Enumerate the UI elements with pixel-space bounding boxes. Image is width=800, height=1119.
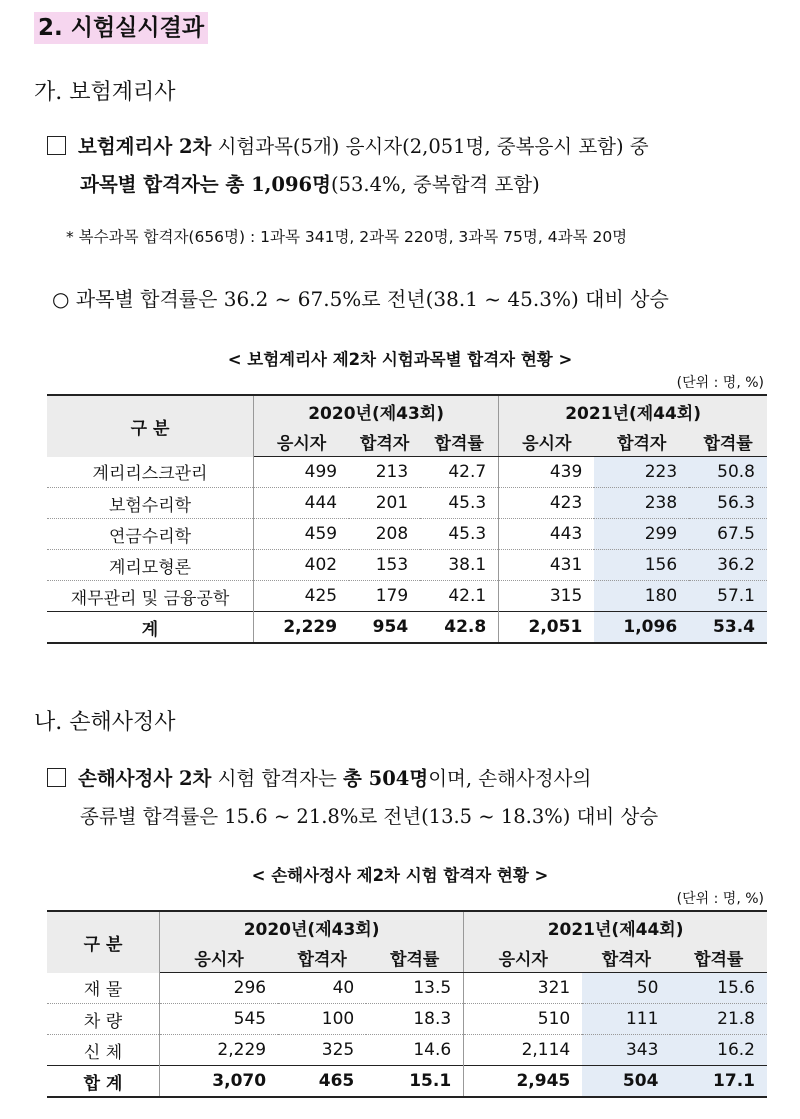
table-row	[47, 1035, 767, 1066]
table-cell: 3,070	[160, 1066, 279, 1098]
table-cell: 296	[160, 973, 279, 1004]
row-label: 계	[47, 612, 254, 644]
row-label: 보험수리학	[47, 488, 254, 519]
table-cell: 299	[594, 519, 689, 550]
table-cell: 2,229	[160, 1035, 279, 1066]
table-cell: 100	[278, 1004, 366, 1035]
table-row	[47, 457, 767, 488]
table-cell: 425	[254, 581, 350, 612]
table-cell: 402	[254, 550, 350, 581]
table-cell: 180	[594, 581, 689, 612]
table-cell: 38.1	[420, 550, 499, 581]
actuary-summary-rest: 시험과목(5개) 응시자(2,051명, 중복응시 포함) 중	[211, 135, 649, 158]
table-cell: 208	[349, 519, 420, 550]
actuary-results-table	[47, 394, 767, 644]
table1-unit: (단위 : 명, %)	[676, 375, 764, 391]
table-cell: 343	[582, 1035, 670, 1066]
table-cell: 179	[349, 581, 420, 612]
table-row	[47, 519, 767, 550]
table-cell: 315	[499, 581, 595, 612]
table-cell: 954	[349, 612, 420, 644]
table-cell: 238	[594, 488, 689, 519]
subsection-title-adjuster: 나. 손해사정사	[34, 710, 176, 735]
table1-col-header: 합격률	[420, 426, 499, 457]
table-cell: 2,229	[254, 612, 350, 644]
table2-unit: (단위 : 명, %)	[676, 891, 764, 907]
row-label: 차 량	[47, 1004, 160, 1035]
table-cell: 56.3	[689, 488, 767, 519]
table-cell: 50	[582, 973, 670, 1004]
table-total-row	[47, 1066, 767, 1098]
table2-col-header: 합격자	[582, 942, 670, 973]
table1-col-header: 합격자	[349, 426, 420, 457]
table1-col-header: 합격률	[689, 426, 767, 457]
table-cell: 201	[349, 488, 420, 519]
table-cell: 325	[278, 1035, 366, 1066]
actuary-multi-subject-note: * 복수과목 합격자(656명) : 1과목 341명, 2과목 220명, 3과목 75명, 4과목 20명	[66, 228, 628, 246]
adjuster-summary-rest: 이며, 손해사정사의	[428, 767, 592, 790]
table2-col-header: 합격률	[366, 942, 463, 973]
table2-year-2020-header: 2020년(제43회)	[160, 911, 464, 942]
adjuster-summary-line2: 종류별 합격률은 15.6 ~ 21.8%로 전년(13.5 ~ 18.3%) 대비 상승	[80, 805, 659, 828]
adjuster-summary-lead: 손해사정사 2차	[78, 767, 212, 790]
table-cell: 213	[349, 457, 420, 488]
table1-caption: < 보험계리사 제2차 시험과목별 합격자 현황 >	[227, 350, 573, 369]
table-cell: 57.1	[689, 581, 767, 612]
table1-col-header: 응시자	[254, 426, 350, 457]
table-cell: 510	[464, 1004, 583, 1035]
table-cell: 1,096	[594, 612, 689, 644]
row-label: 계리모형론	[47, 550, 254, 581]
table-cell: 15.6	[670, 973, 767, 1004]
table2-col-header: 응시자	[160, 942, 279, 973]
table-cell: 545	[160, 1004, 279, 1035]
table-cell: 465	[278, 1066, 366, 1098]
table-cell: 444	[254, 488, 350, 519]
table1-col-header: 합격자	[594, 426, 689, 457]
checkbox-square-icon	[47, 768, 66, 787]
table-row	[47, 1004, 767, 1035]
table-cell: 15.1	[366, 1066, 463, 1098]
table-cell: 111	[582, 1004, 670, 1035]
table-cell: 17.1	[670, 1066, 767, 1098]
row-label: 신 체	[47, 1035, 160, 1066]
table1-category-header: 구 분	[47, 395, 254, 457]
section-title: 2. 시험실시결과	[34, 12, 208, 44]
table-cell: 423	[499, 488, 595, 519]
table-total-row	[47, 612, 767, 644]
table1-year-2021-header: 2021년(제44회)	[499, 395, 767, 426]
table-cell: 42.7	[420, 457, 499, 488]
row-label: 계리리스크관리	[47, 457, 254, 488]
table-cell: 156	[594, 550, 689, 581]
table-cell: 42.8	[420, 612, 499, 644]
actuary-passers-total: 과목별 합격자는 총 1,096명	[80, 173, 331, 196]
table1-year-2020-header: 2020년(제43회)	[254, 395, 499, 426]
table-cell: 443	[499, 519, 595, 550]
row-label: 재무관리 및 금융공학	[47, 581, 254, 612]
actuary-passers-note: (53.4%, 중복합격 포함)	[330, 173, 540, 196]
checkbox-square-icon	[47, 136, 66, 155]
adjuster-summary-line1	[47, 760, 591, 798]
table-row	[47, 973, 767, 1004]
table2-caption: < 손해사정사 제2차 시험 합격자 현황 >	[251, 866, 549, 885]
table-cell: 42.1	[420, 581, 499, 612]
actuary-summary-line2	[80, 166, 540, 204]
table-cell: 2,114	[464, 1035, 583, 1066]
table-cell: 2,945	[464, 1066, 583, 1098]
actuary-pass-rate-summary: ○ 과목별 합격률은 36.2 ~ 67.5%로 전년(38.1 ~ 45.3%) 대비 상승	[52, 287, 669, 311]
row-label: 재 물	[47, 973, 160, 1004]
actuary-summary-lead: 보험계리사 2차	[78, 135, 212, 158]
adjuster-passers-total: 총 504명	[343, 767, 429, 790]
actuary-summary-line1	[47, 128, 649, 166]
row-label: 연금수리학	[47, 519, 254, 550]
table-cell: 36.2	[689, 550, 767, 581]
table2-category-header: 구 분	[47, 911, 160, 973]
table-cell: 499	[254, 457, 350, 488]
table-cell: 13.5	[366, 973, 463, 1004]
row-label: 합 계	[47, 1066, 160, 1098]
table-cell: 45.3	[420, 488, 499, 519]
table-cell: 67.5	[689, 519, 767, 550]
table-cell: 459	[254, 519, 350, 550]
table-row	[47, 581, 767, 612]
table-cell: 321	[464, 973, 583, 1004]
table-cell: 14.6	[366, 1035, 463, 1066]
adjuster-results-table	[47, 910, 767, 1098]
table-cell: 45.3	[420, 519, 499, 550]
adjuster-summary-mid: 시험 합격자는	[211, 767, 344, 790]
table-cell: 439	[499, 457, 595, 488]
table-cell: 50.8	[689, 457, 767, 488]
table1-col-header: 응시자	[499, 426, 595, 457]
table2-col-header: 응시자	[464, 942, 583, 973]
table-cell: 53.4	[689, 612, 767, 644]
table-cell: 431	[499, 550, 595, 581]
table-cell: 223	[594, 457, 689, 488]
table-cell: 504	[582, 1066, 670, 1098]
subsection-title-actuary: 가. 보험계리사	[34, 80, 176, 105]
table-cell: 16.2	[670, 1035, 767, 1066]
table2-col-header: 합격자	[278, 942, 366, 973]
table-cell: 40	[278, 973, 366, 1004]
table-cell: 2,051	[499, 612, 595, 644]
table-row	[47, 488, 767, 519]
table2-year-2021-header: 2021년(제44회)	[464, 911, 767, 942]
table-cell: 153	[349, 550, 420, 581]
table-cell: 21.8	[670, 1004, 767, 1035]
table2-col-header: 합격률	[670, 942, 767, 973]
table-cell: 18.3	[366, 1004, 463, 1035]
table-row	[47, 550, 767, 581]
